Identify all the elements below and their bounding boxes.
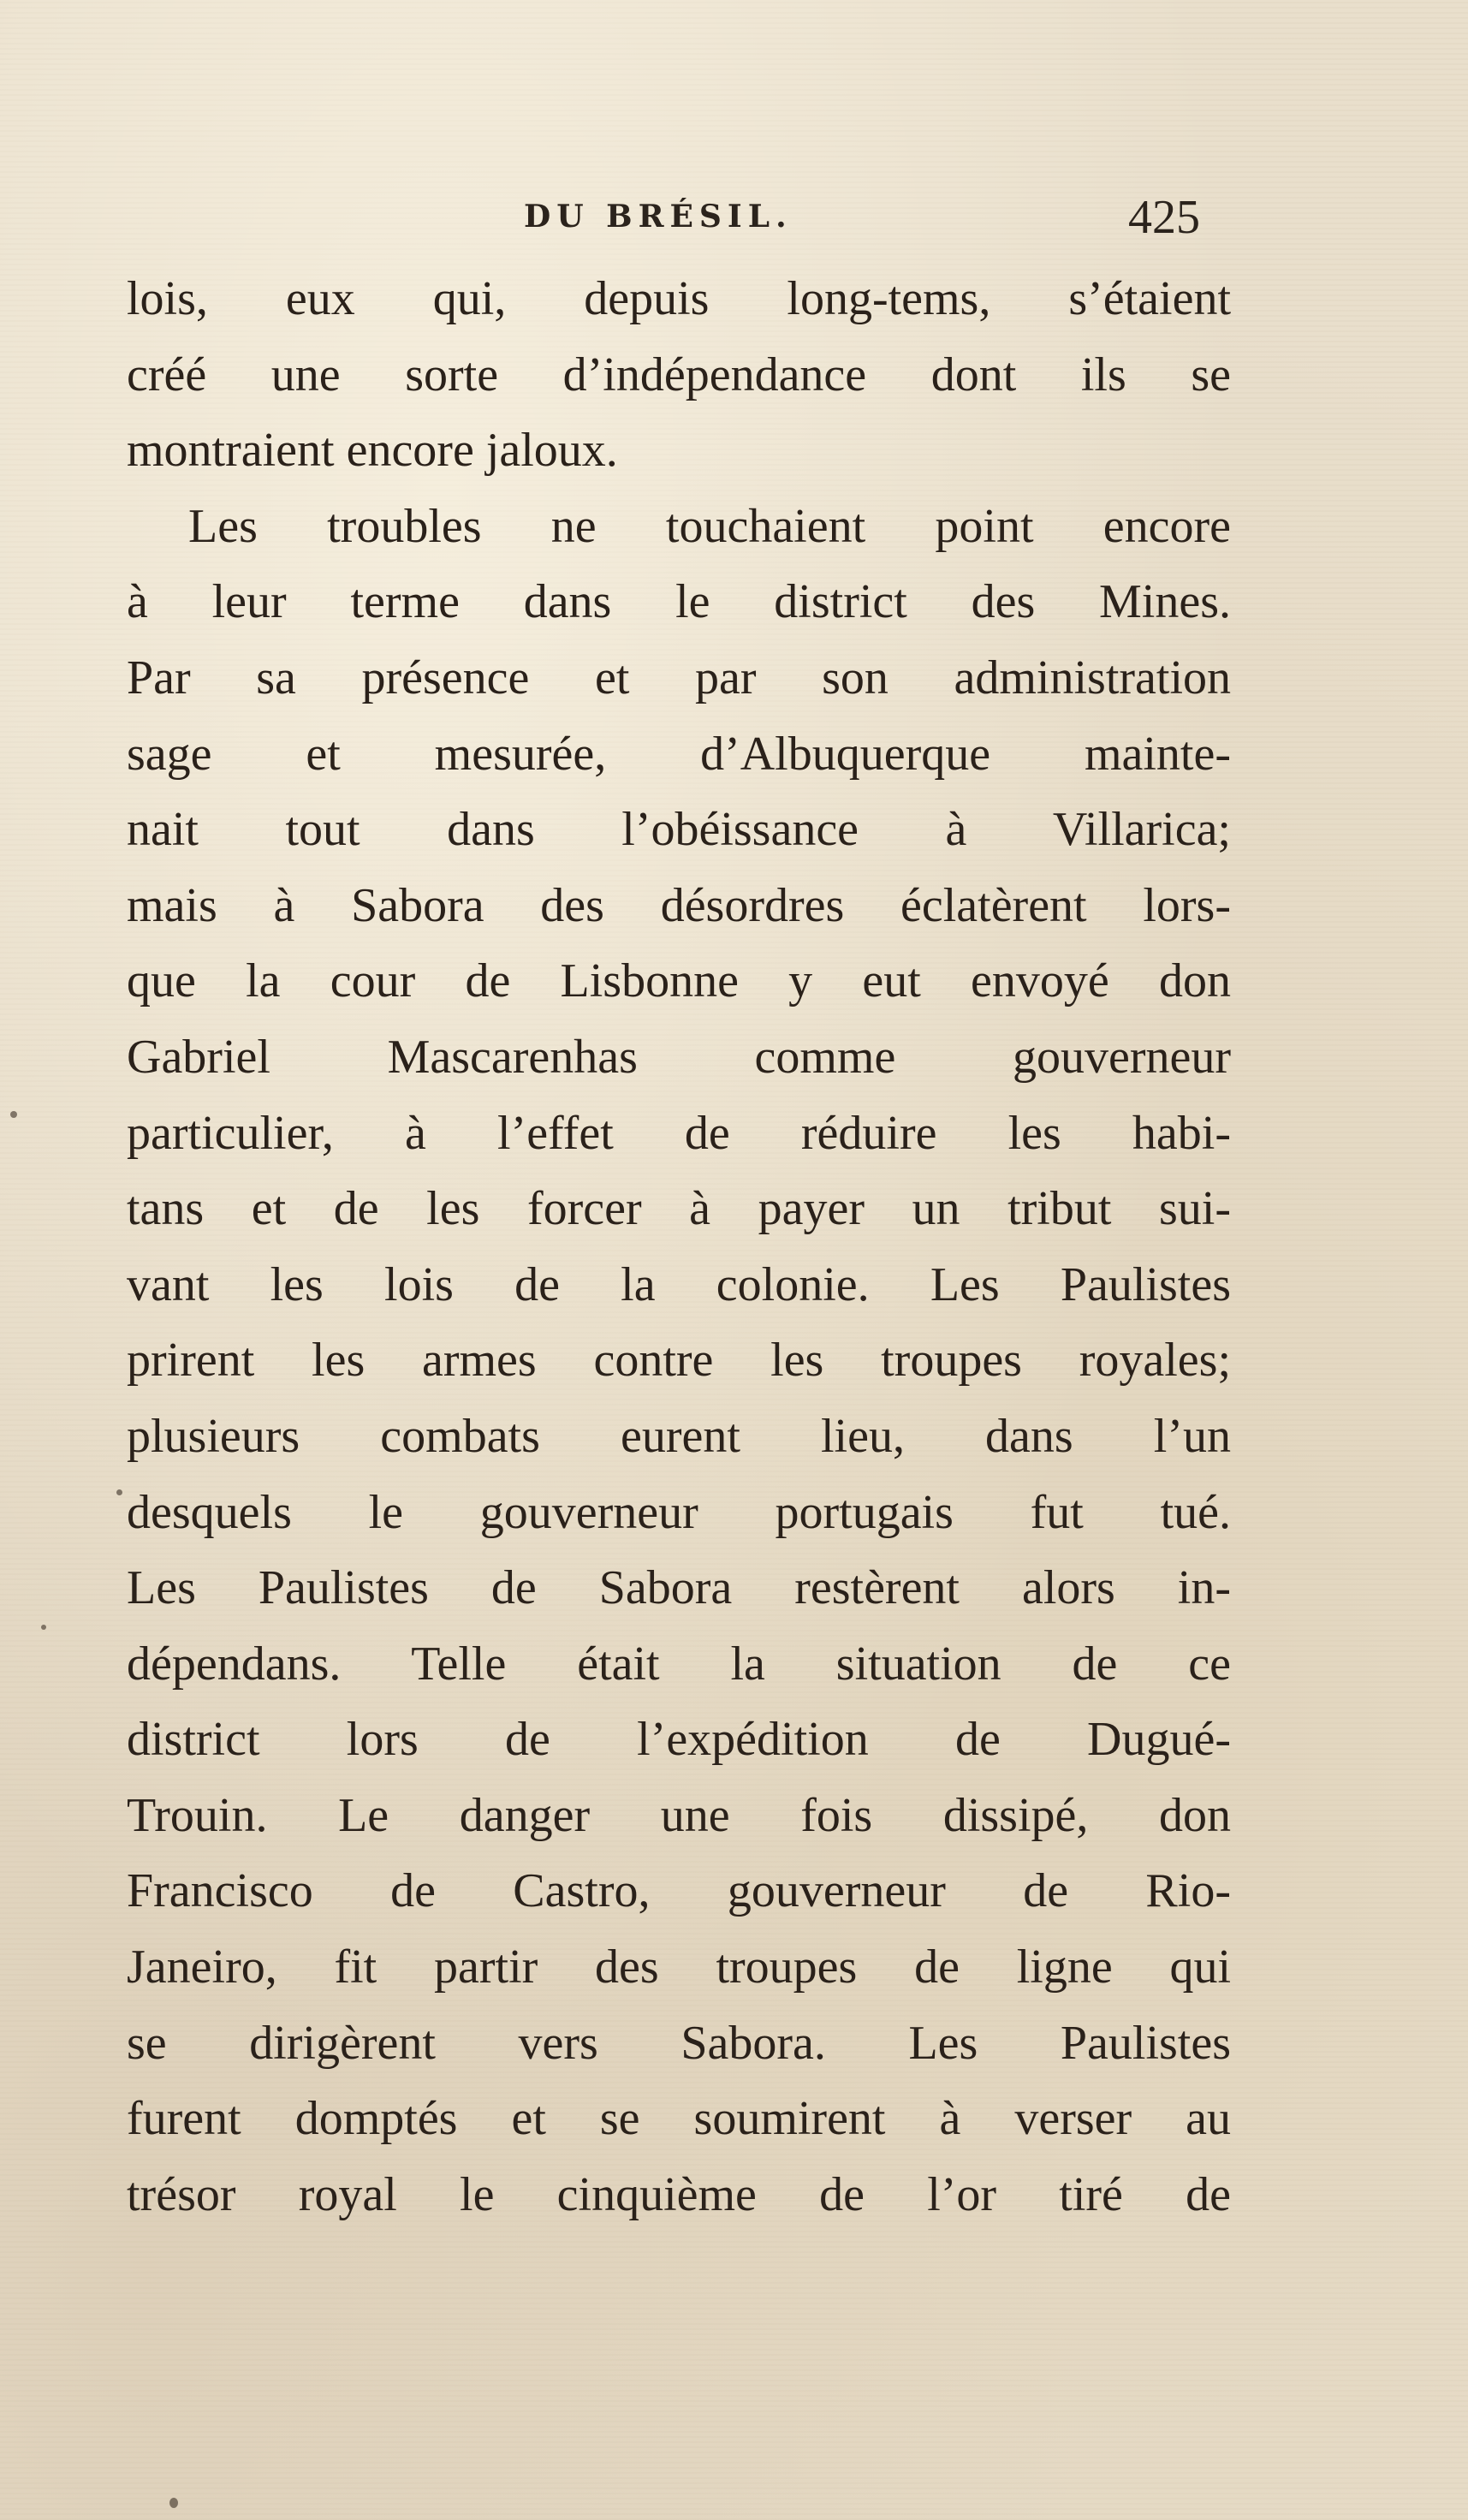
text-line: Les troubles ne touchaient point encore — [188, 499, 1231, 553]
paper-speck — [10, 1111, 17, 1118]
text-line: particulier, à l’effet de réduire les habi- — [127, 1106, 1231, 1160]
text-line: montraient encore jaloux. — [127, 424, 618, 478]
text-line: Trouin. Le danger une fois dissipé, don — [127, 1788, 1231, 1842]
text-line: district lors de l’expédition de Dugué- — [127, 1713, 1231, 1767]
body-text — [127, 261, 1231, 2232]
page-number: 425 — [1128, 191, 1200, 244]
text-line: desquels le gouverneur portugais fut tué. — [127, 1485, 1231, 1539]
text-line: Janeiro, fit partir des troupes de ligne qui — [127, 1941, 1231, 1994]
text-line: créé une sorte d’indépendance dont ils se — [127, 348, 1231, 401]
text-line: que la cour de Lisbonne y eut envoyé don — [127, 954, 1231, 1008]
text-line: Francisco de Castro, gouverneur de Rio- — [127, 1864, 1231, 1918]
text-line: se dirigèrent vers Sabora. Les Paulistes — [127, 2016, 1231, 2070]
text-line: Par sa présence et par son administration — [127, 651, 1231, 704]
text-line: nait tout dans l’obéissance à Villarica; — [127, 803, 1231, 857]
text-line: plusieurs combats eurent lieu, dans l’un — [127, 1409, 1231, 1463]
text-line: vant les lois de la colonie. Les Paulistes — [127, 1257, 1231, 1311]
text-line: trésor royal le cinquième de l’or tiré de — [127, 2167, 1231, 2221]
text-line: mais à Sabora des désordres éclatèrent lors- — [127, 878, 1231, 932]
running-head: DU BRÉSIL. — [524, 199, 793, 235]
text-line: tans et de les forcer à payer un tribut sui- — [127, 1182, 1231, 1236]
paper-speck — [116, 1489, 122, 1495]
text-line: à leur terme dans le district des Mines. — [127, 575, 1231, 629]
paper-speck — [41, 1625, 46, 1630]
text-line: Les Paulistes de Sabora restèrent alors in- — [127, 1561, 1231, 1615]
paper-speck — [169, 2498, 178, 2508]
text-line: prirent les armes contre les troupes royales; — [127, 1334, 1231, 1388]
text-line: lois, eux qui, depuis long-tems, s’étaient — [127, 272, 1231, 325]
text-line: furent domptés et se soumirent à verser au — [127, 2092, 1231, 2146]
text-line: Gabriel Mascarenhas comme gouverneur — [127, 1030, 1231, 1084]
text-line: sage et mesurée, d’Albuquerque mainte- — [127, 727, 1231, 781]
text-line: dépendans. Telle était la situation de ce — [127, 1637, 1231, 1691]
